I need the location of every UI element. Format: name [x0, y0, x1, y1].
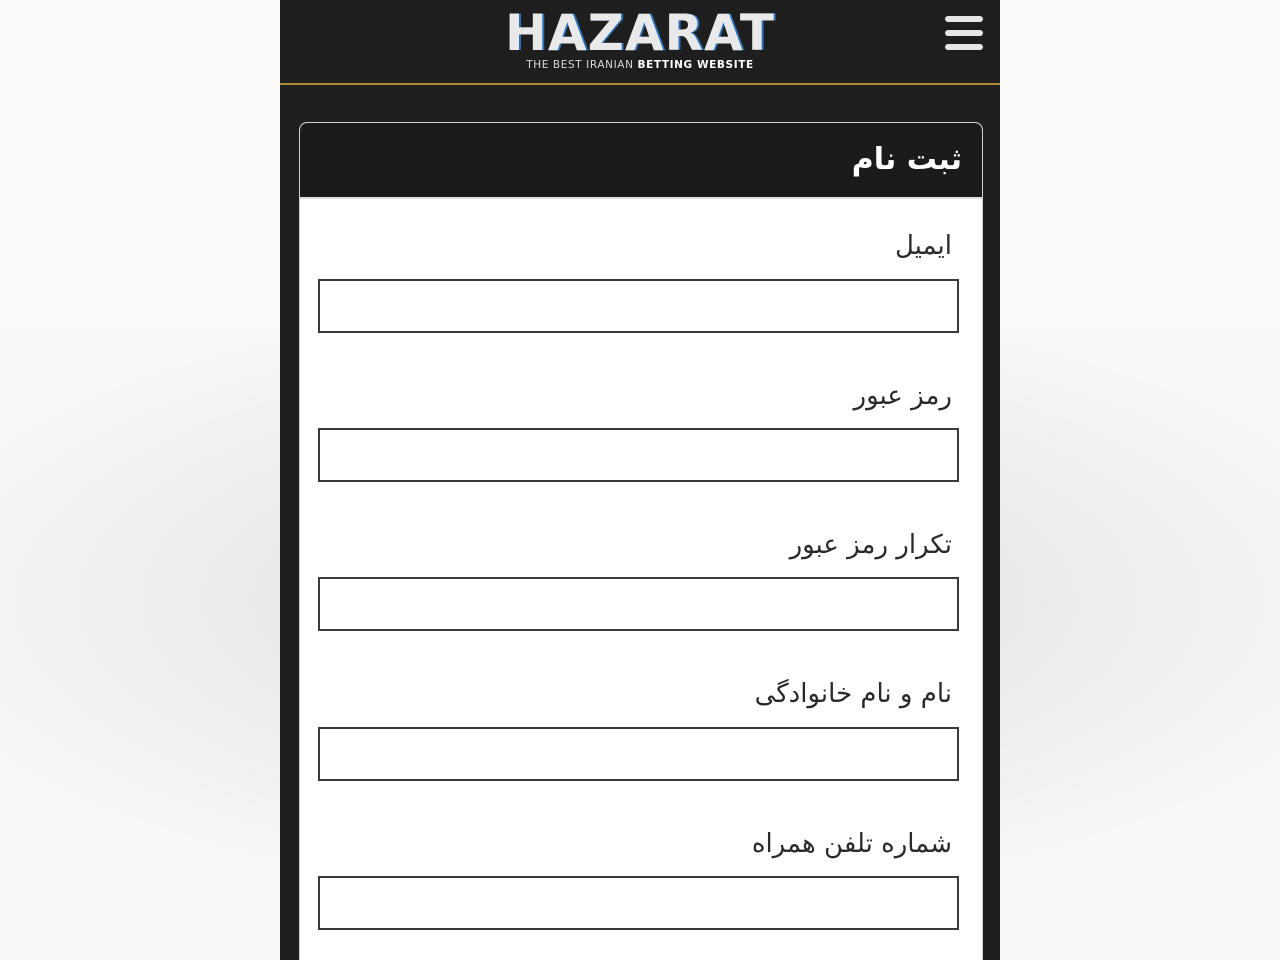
registration-card [299, 122, 983, 960]
confirm-password-field[interactable] [318, 577, 959, 631]
menu-bar-middle [945, 30, 983, 36]
logo-tagline [492, 58, 788, 72]
tagline-bold: BETTING WEBSITE [637, 59, 754, 71]
full-name-label: نام و نام خانوادگی [754, 679, 952, 709]
mobile-number-field[interactable] [318, 876, 959, 930]
mobile-viewport [280, 0, 1000, 960]
registration-title: ثبت نام [851, 142, 962, 177]
hamburger-icon[interactable] [940, 14, 984, 52]
registration-card-header [300, 123, 982, 199]
email-label: ایمیل [894, 231, 952, 261]
confirm-password-label: تکرار رمز عبور [789, 530, 952, 560]
menu-bar-top [945, 16, 983, 22]
mobile-number-label: شماره تلفن همراه [751, 829, 952, 859]
tagline-prefix: THE BEST IRANIAN [526, 59, 638, 71]
full-name-field[interactable] [318, 727, 959, 781]
email-field[interactable] [318, 279, 959, 333]
menu-bar-bottom [945, 44, 983, 50]
logo-wordmark: HAZARAT [505, 4, 775, 62]
site-logo[interactable] [492, 4, 788, 74]
site-header [280, 0, 1000, 85]
password-label: رمز عبور [853, 381, 952, 411]
password-field[interactable] [318, 428, 959, 482]
